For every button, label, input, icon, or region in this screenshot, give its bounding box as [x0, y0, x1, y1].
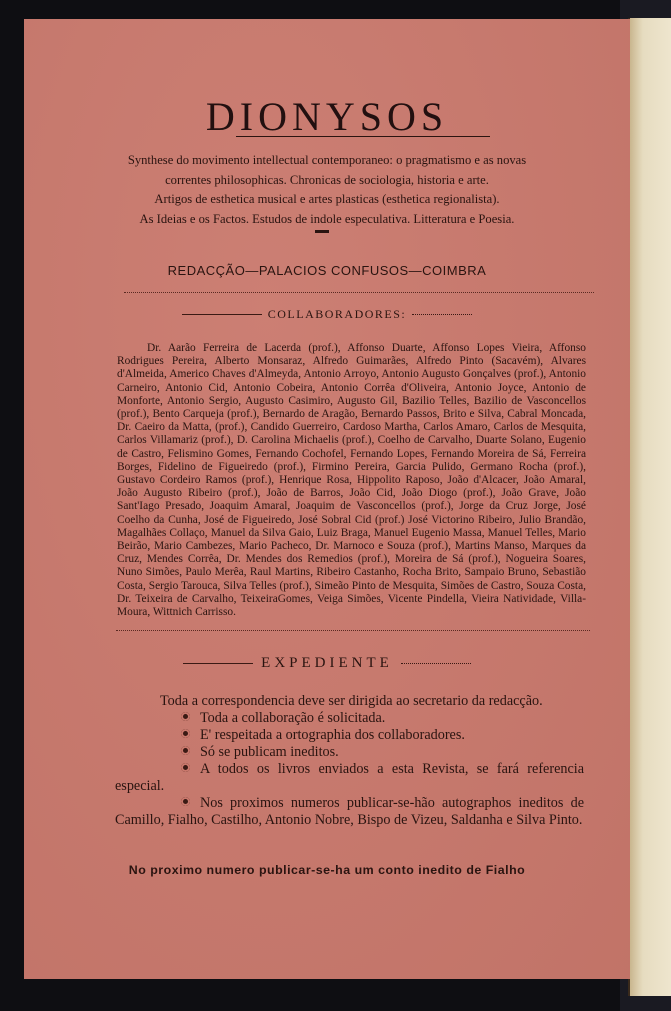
circle-dot-icon	[181, 797, 190, 806]
magazine-cover	[24, 19, 630, 979]
expediente-heading	[24, 655, 630, 672]
expediente-intro: Toda a correspondencia deve ser dirigida ao secretario da redacção.	[160, 693, 543, 709]
heading-dots	[401, 663, 471, 664]
heading-dots	[412, 314, 472, 315]
separator-mark	[315, 230, 329, 233]
collaboradores-text: Dr. Aarão Ferreira de Lacerda (prof.), Affonso Duarte, Affonso Lopes Vieira, Affonso Rodrigues Pereira, Alberto Monsaraz, Alfredo Guimarães, Alfredo Pinto (Sacavém), Alvares d'Almeida, Americo Chaves d'Almeyda, Antonio Arroyo, Antonio Augusto Gonçalves (prof.), Antonio Carneiro, Antonio Cid, Antonio Cobeira, Antonio Corrêa d'Oliveira, Antonio Joyce, Antonio de Monforte, Antonio Sergio, Augusto Casimiro, Augusto Gil, Bazilio Telles, Bazilio de Vasconcellos (prof.), Bento Carqueja (prof.), Bernardo de Aragão, Bernardo Passos, Brito e Silva, Cabral Moncada, Dr. Caeiro da Matta, (prof.), Candido Guerreiro, Cardoso Martha, Carlos Amaro, Carlos de Mesquita, Carlos Villamariz (prof.), D. Carolina Michaelis (prof.), Coelho de Carvalho, Duarte Solano, Eugenio de Castro, Felismino Gomes, Fernando Cochofel, Fernando Lopes, Fernando Moreira de Sá, Ferreira Borges, Fidelino de Figueiredo (prof.), Firmino Pereira, Garcia Pulido, Germano Rocha (prof.), Gustavo Cordeiro Ramos (prof.), Henrique Rosa, Hippolito Raposo, João d'Alcacer, João Amaral, João Augusto Ribeiro (prof.), João de Barros, João Cid, João Diogo (prof.), João Grave, João Sant'Iago Presado, Joaquim Amaral, Joaquim de Vasconcellos (prof.), Jorge da Cruz Jorge, José Coelho da Cunha, José de Figueiredo, José Sobral Cid (prof.) José Victorino Ribeiro, Julio Brandão, Magalhães Collaço, Manuel da Silva Gaio, Luiz Braga, Manuel Eugenio Massa, Manuel Telles, Mario Beirão, Mario Cambezes, Mario Pacheco, Dr. Marnoco e Souza (prof.), Martins Manso, Marques da Cruz, Mendes Corrêa, Dr. Mendes dos Remedios (prof.), Moreira de Sá (prof.), Nogueira Soares, Nuno Simões, Paulo Merêa, Raul Martins, Ribeiro Castanho, Rocha Brito, Sampaio Bruno, Sebastião Costa, Sergio Tarouca, Silva Telles (prof.), Simeão Pinto de Mesquita, Simões de Castro, Souza Costa, Dr. Teixeira de Carvalho, TeixeiraGomes, Veiga Simões, Vicente Pindella, Vieira Natividade, Villa-Moura, Wittnich Carrisso.	[117, 342, 586, 619]
collaboradores-title: COLLABORADORES:	[267, 307, 407, 321]
circle-dot-icon	[181, 746, 190, 755]
circle-dot-icon	[181, 712, 190, 721]
expediente-item: Nos proximos numeros publicar-se-hão autographos ineditos de Camillo, Fialho, Castilho, Antonio Nobre, Bispo de Vizeu, Saldanha e Silva Pinto.	[115, 795, 584, 828]
announcement: No proximo numero publicar-se-ha um conto inedito de Fialho	[128, 863, 526, 877]
expediente-item: Só se publicam ineditos.	[115, 744, 584, 761]
expediente-item: E' respeitada a ortographia dos collaboradores.	[115, 727, 584, 744]
intro-text	[54, 151, 600, 229]
expediente-body	[115, 693, 584, 829]
circle-dot-icon	[181, 763, 190, 772]
intro-line: correntes philosophicas. Chronicas de sociologia, historia e arte.	[165, 172, 489, 187]
expediente-title: EXPEDIENTE	[261, 655, 393, 671]
heading-rule	[182, 314, 262, 315]
intro-line: As Ideias e os Factos. Estudos de indole especulativa. Litteratura e Poesia.	[139, 211, 515, 226]
expediente-item: Toda a collaboração é solicitada.	[115, 710, 584, 727]
collaboradores-heading	[24, 307, 630, 322]
dotted-divider	[124, 292, 594, 293]
circle-dot-icon	[181, 729, 190, 738]
collaboradores-list	[117, 342, 586, 619]
expediente-item: A todos os livros enviados a esta Revista, se fará referencia especial.	[115, 761, 584, 794]
next-page-edge	[628, 18, 671, 996]
masthead-rule	[236, 136, 490, 137]
intro-line: Synthese do movimento intellectual contemporaneo: o pragmatismo e as novas	[127, 153, 527, 167]
heading-rule	[183, 663, 253, 664]
dotted-divider	[116, 630, 590, 631]
masthead-title: DIONYSOS	[205, 94, 449, 139]
intro-line: Artigos de esthetica musical e artes plasticas (esthetica regionalista).	[154, 192, 500, 206]
redaccao-address: REDACÇÃO—PALACIOS CONFUSOS—COIMBRA	[167, 263, 487, 278]
